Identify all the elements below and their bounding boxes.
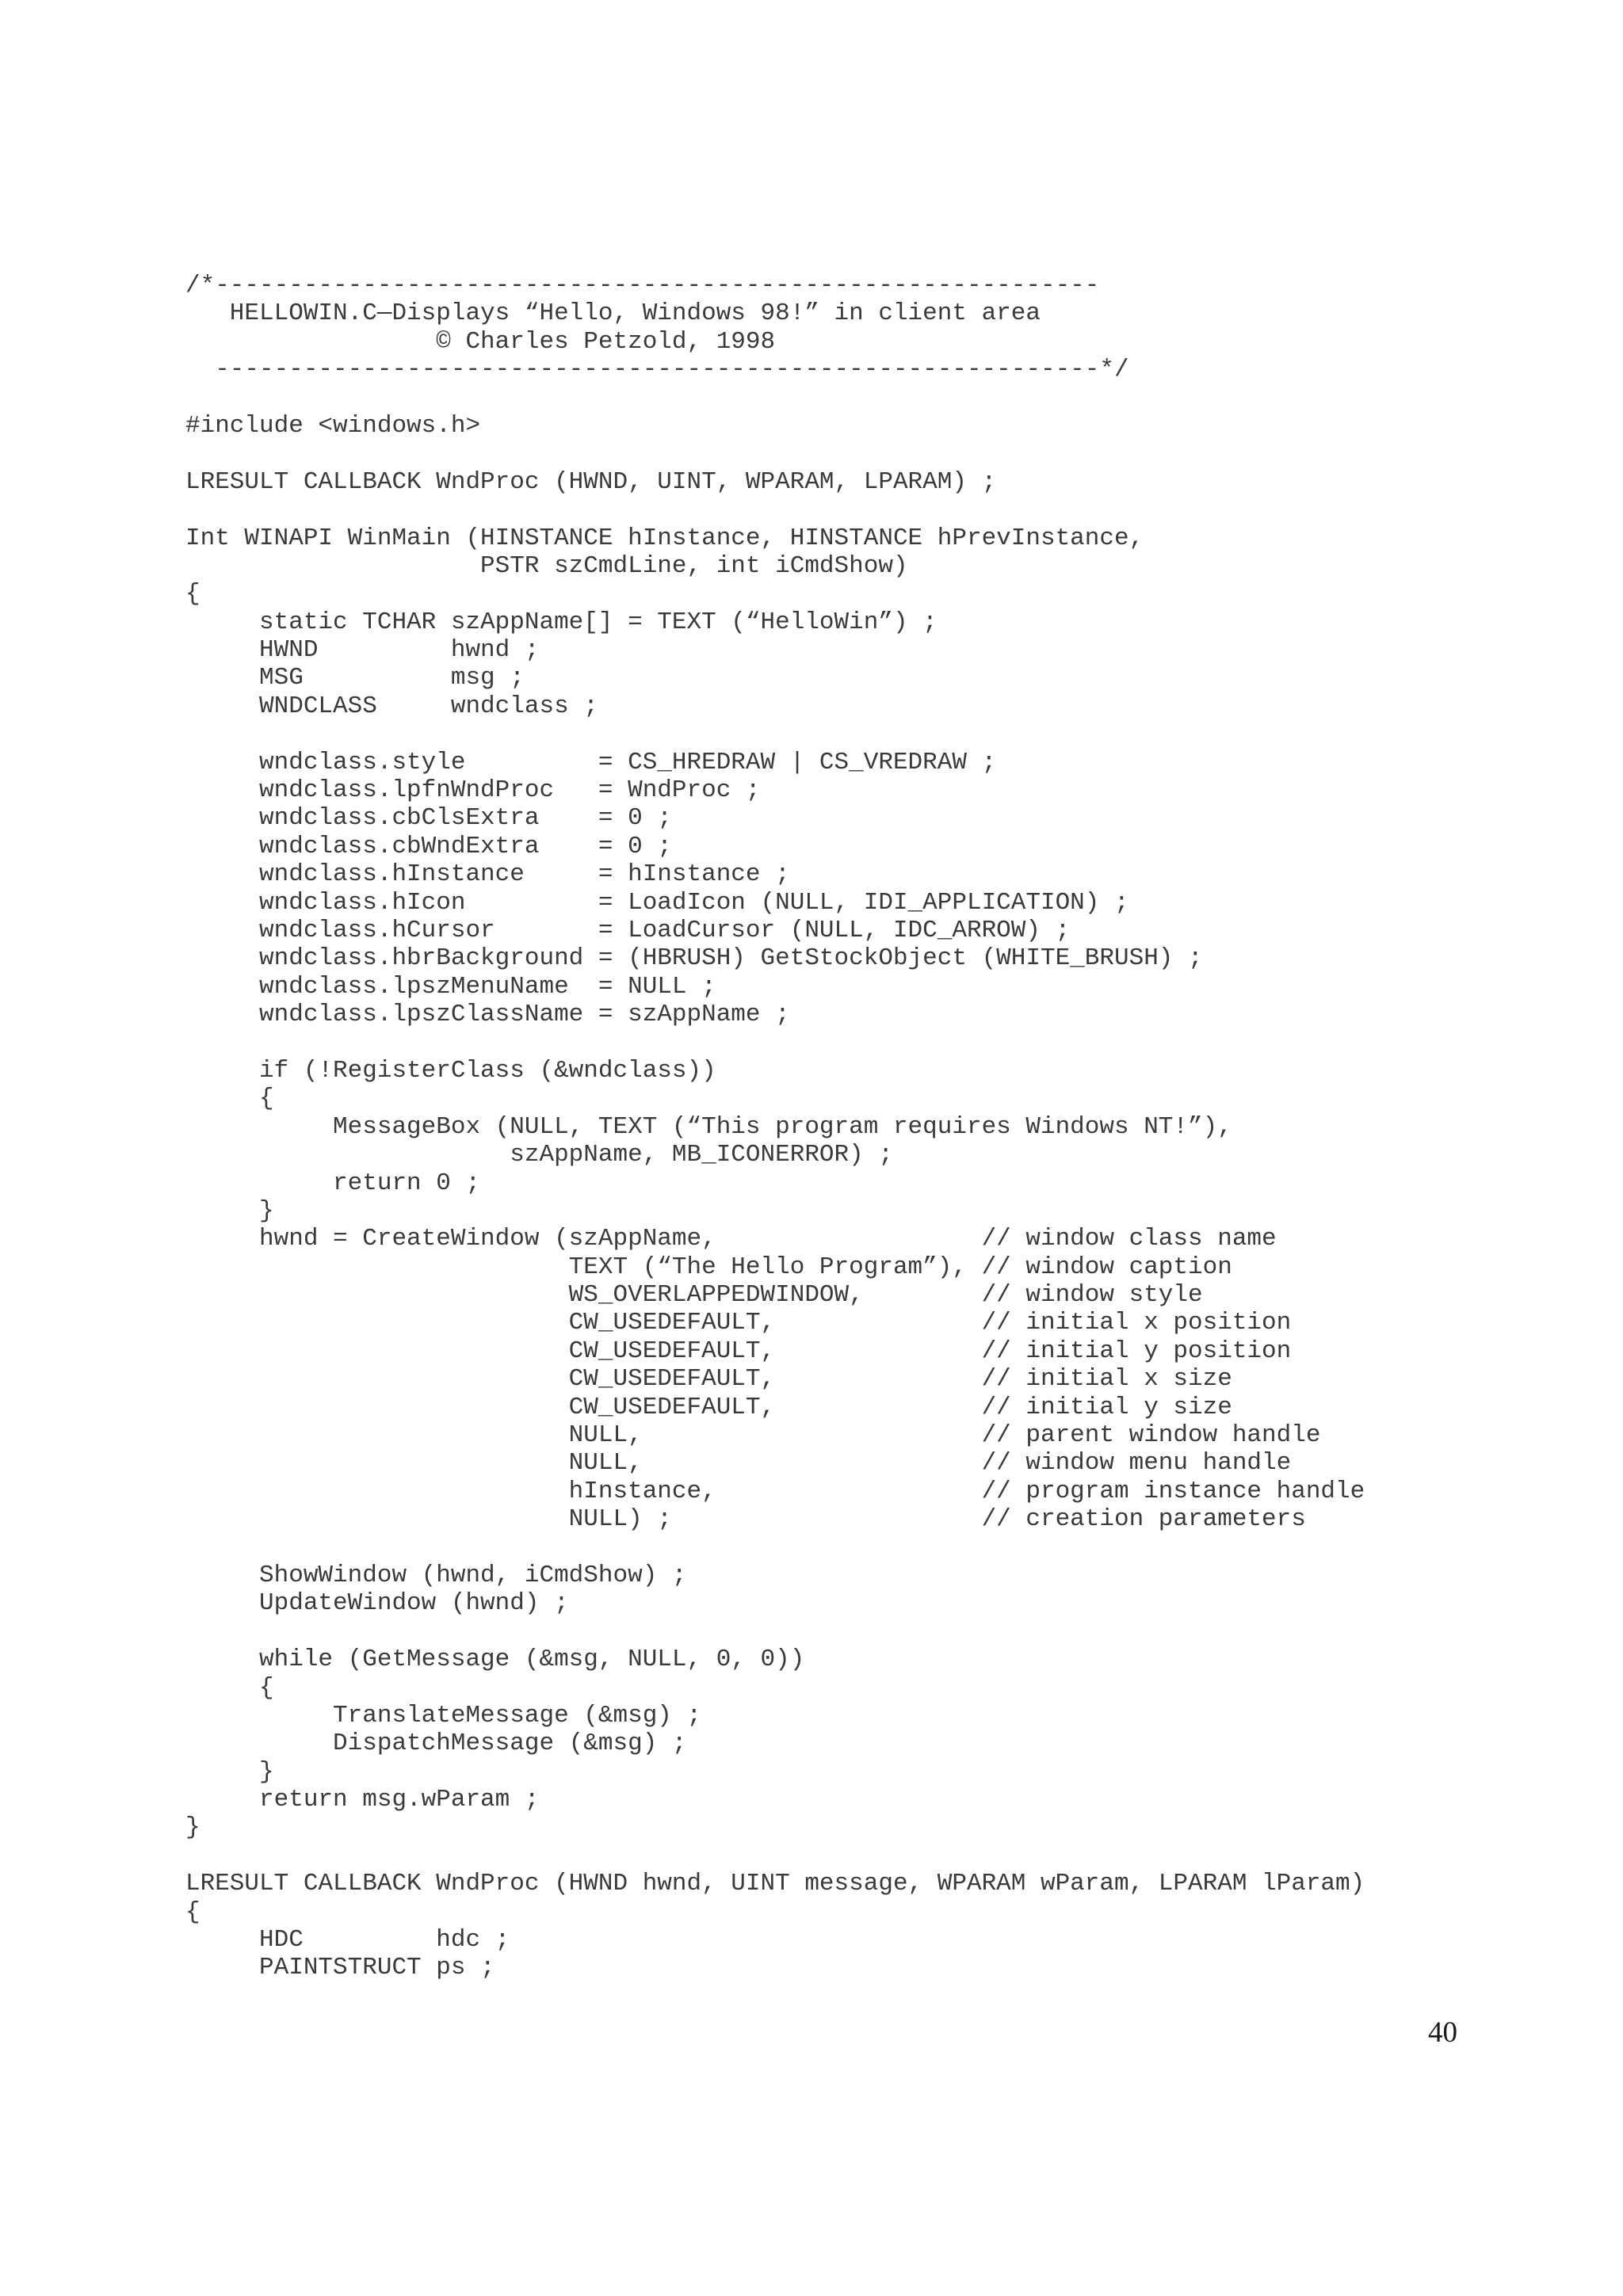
code-line: UpdateWindow (hwnd) ; [185,1589,569,1618]
code-line: { [185,1085,274,1113]
code-line: hwnd = CreateWindow (szAppName, // window class name [185,1225,1277,1253]
code-line: HWND hwnd ; [185,636,540,665]
code-line: hInstance, // program instance handle [185,1477,1365,1505]
code-line: HDC hdc ; [185,1926,510,1955]
code-line: CW_USEDEFAULT, // initial x size [185,1365,1232,1394]
code-line: PAINTSTRUCT ps ; [185,1954,495,1982]
code-line: wndclass.style = CS_HREDRAW | CS_VREDRAW ; [185,748,997,776]
code-line: HELLOWIN.C—Displays “Hello, Windows 98!” in client area [185,299,1041,328]
code-line: wndclass.hIcon = LoadIcon (NULL, IDI_APPLICATION) ; [185,888,1129,917]
code-line: MessageBox (NULL, TEXT (“This program requires Windows NT!”), [185,1112,1232,1141]
code-line: TranslateMessage (&msg) ; [185,1701,702,1730]
code-line: wndclass.lpszClassName = szAppName ; [185,1001,790,1029]
code-line: NULL, // parent window handle [185,1421,1321,1450]
code-line [185,1842,1365,1870]
code-line: Int WINAPI WinMain (HINSTANCE hInstance, HINSTANCE hPrevInstance, [185,524,1144,552]
code-line [185,1618,1365,1646]
code-line: return 0 ; [185,1169,481,1197]
code-line: /*------------------------------------------------------------ [185,272,1100,299]
code-line: WNDCLASS wndclass ; [185,692,598,720]
code-line: wndclass.lpfnWndProc = WndProc ; [185,776,761,805]
code-line [185,440,1365,467]
code-line: wndclass.hbrBackground = (HBRUSH) GetStockObject (WHITE_BRUSH) ; [185,944,1203,973]
code-line: MSG msg ; [185,664,525,692]
code-line [185,1029,1365,1057]
code-line [185,496,1365,524]
code-line: LRESULT CALLBACK WndProc (HWND hwnd, UINT message, WPARAM wParam, LPARAM lParam) [185,1870,1365,1898]
code-line [185,384,1365,412]
code-line: CW_USEDEFAULT, // initial x position [185,1309,1292,1337]
code-line: { [185,580,200,608]
code-line: } [185,1757,274,1786]
code-line [185,720,1365,748]
code-line: szAppName, MB_ICONERROR) ; [185,1141,893,1169]
code-line: CW_USEDEFAULT, // initial y size [185,1393,1232,1421]
code-line: ------------------------------------------------------------*/ [185,356,1129,384]
code-line: PSTR szCmdLine, int iCmdShow) [185,551,908,580]
code-line: #include <windows.h> [185,411,481,440]
code-line [185,1534,1365,1562]
code-line: } [185,1196,274,1225]
code-line: DispatchMessage (&msg) ; [185,1730,687,1758]
code-line: WS_OVERLAPPEDWINDOW, // window style [185,1281,1203,1310]
code-line: wndclass.cbWndExtra = 0 ; [185,832,672,860]
code-line: © Charles Petzold, 1998 [185,327,776,356]
code-line: static TCHAR szAppName[] = TEXT (“HelloWin”) ; [185,608,938,636]
code-line: NULL, // window menu handle [185,1449,1292,1478]
code-line: NULL) ; // creation parameters [185,1505,1306,1534]
code-line: wndclass.cbClsExtra = 0 ; [185,804,672,833]
code-line: CW_USEDEFAULT, // initial y position [185,1337,1292,1365]
code-line: TEXT (“The Hello Program”), // window caption [185,1253,1232,1281]
code-line: while (GetMessage (&msg, NULL, 0, 0)) [185,1646,805,1674]
code-line: wndclass.hCursor = LoadCursor (NULL, IDC_ARROW) ; [185,916,1071,944]
code-line: } [185,1814,200,1842]
code-line: if (!RegisterClass (&wndclass)) [185,1056,716,1085]
code-line: { [185,1897,200,1926]
code-line: { [185,1673,274,1702]
code-line: ShowWindow (hwnd, iCmdShow) ; [185,1561,687,1589]
code-line: wndclass.lpszMenuName = NULL ; [185,972,716,1001]
code-line: LRESULT CALLBACK WndProc (HWND, UINT, WPARAM, LPARAM) ; [185,467,997,496]
page-number: 40 [1428,2016,1457,2049]
code-listing [185,272,1365,1982]
code-line: return msg.wParam ; [185,1786,540,1814]
code-line: wndclass.hInstance = hInstance ; [185,860,790,889]
